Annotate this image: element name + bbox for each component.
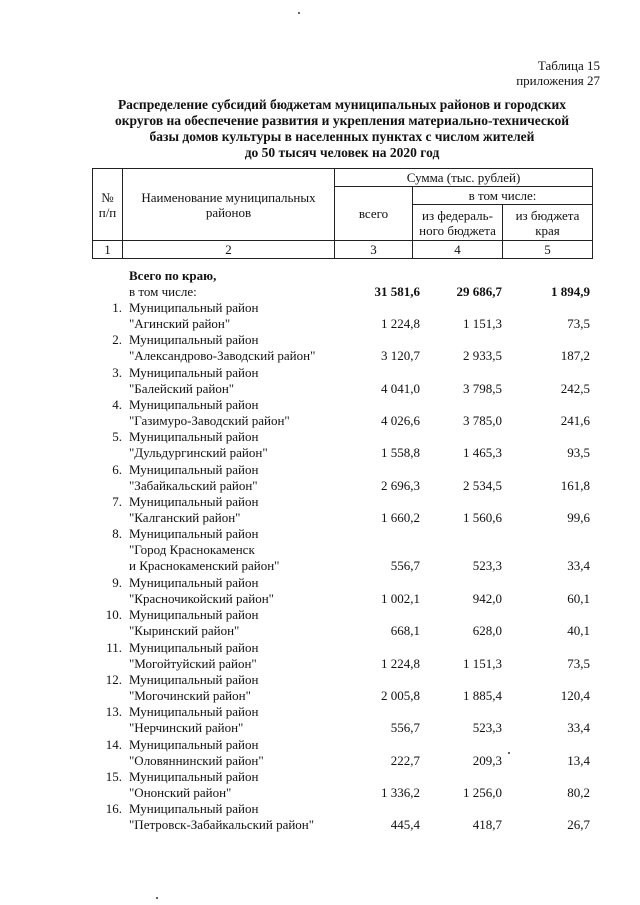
district-name-line: "Агинский район" (129, 316, 231, 331)
district-name-line: и Краснокаменский район" (129, 558, 280, 574)
total-value: 222,7 (390, 752, 420, 768)
district-name-line: Муниципальный район (129, 704, 259, 720)
regional-value: 13,4 (567, 752, 590, 768)
federal-value: 3 798,5 (463, 380, 502, 396)
district-name-line: "Оловяннинский район" (129, 752, 264, 768)
total-value: 1 660,2 (381, 510, 420, 526)
district-name-line: "Петровск-Забайкальский район" (129, 817, 315, 833)
district-name-line: "Нерчинский район" (129, 720, 244, 736)
row-number: 11. (106, 639, 122, 655)
table-row (92, 332, 592, 364)
federal-value: 2 933,5 (463, 348, 502, 364)
table-row (92, 494, 592, 526)
total-value: 1 224,8 (381, 316, 420, 331)
row-number: 8. (112, 526, 122, 542)
table-row (92, 672, 592, 704)
total-value: 1 558,8 (381, 445, 420, 461)
regional-value: 99,6 (567, 510, 590, 526)
district-name-line: "Город Краснокаменск (129, 542, 255, 558)
table-row (92, 607, 592, 639)
header-index: 1 (93, 241, 123, 259)
district-name-line: Муниципальный район (129, 300, 259, 315)
header-including: в том числе: (413, 187, 593, 205)
row-number: 7. (112, 494, 122, 510)
row-number: 4. (112, 397, 122, 413)
district-name (129, 365, 341, 397)
regional-value: 26,7 (567, 817, 590, 833)
title-line: базы домов культуры в населенных пунктах с числом жителей (149, 129, 535, 144)
regional-value: 242,5 (560, 380, 590, 396)
regional-value: 241,6 (560, 413, 590, 429)
total-value: 556,7 (390, 558, 420, 574)
row-number: 3. (112, 364, 122, 380)
district-name-line: "Могочинский район" (129, 687, 251, 703)
total-value: 2 005,8 (381, 687, 420, 703)
district-name (129, 494, 341, 526)
table-row (92, 769, 592, 801)
district-name (129, 397, 341, 429)
district-name-line: "Александрово-Заводский район" (129, 348, 316, 364)
district-name (129, 300, 341, 332)
district-name-line: Муниципальный район (129, 671, 259, 687)
district-name (129, 704, 341, 736)
table-row (92, 640, 592, 672)
total-value: 2 696,3 (381, 477, 420, 493)
district-name-line: "Калганский район" (129, 510, 241, 526)
including-label: в том числе: (129, 284, 197, 299)
total-label: Всего по краю, (129, 268, 217, 283)
district-name-line: "Могойтуйский район" (129, 655, 257, 671)
district-name-line: Муниципальный район (129, 494, 259, 510)
regional-value: 33,4 (567, 558, 590, 574)
total-value: 1 002,1 (381, 590, 420, 606)
total-value: 3 120,7 (381, 348, 420, 364)
regional-value: 73,5 (567, 316, 590, 331)
table-body (92, 268, 592, 833)
district-name-line: Муниципальный район (129, 607, 259, 623)
federal-value: 628,0 (472, 623, 502, 639)
table-row (92, 365, 592, 397)
header-name: Наименование муниципальных районов (123, 169, 335, 241)
table-header (92, 168, 593, 259)
table-row (92, 801, 592, 833)
header-index: 3 (335, 241, 413, 259)
row-number: 12. (105, 671, 122, 687)
row-number: 9. (112, 574, 122, 590)
district-name-line: Муниципальный район (129, 574, 259, 590)
federal-value: 523,3 (472, 720, 502, 736)
title-line: округов на обеспечение развития и укрепления материально-технической (115, 113, 569, 128)
district-name (129, 462, 341, 494)
federal-value: 209,3 (472, 752, 502, 768)
district-name-line: "Балейский район" (129, 380, 235, 396)
federal-value: 1 465,3 (463, 445, 502, 461)
district-name-line: Муниципальный район (129, 429, 259, 445)
district-name-line: Муниципальный район (129, 526, 259, 542)
table-row (92, 300, 592, 332)
row-number: 15. (105, 768, 122, 784)
district-name-line: Муниципальный район (129, 397, 259, 413)
total-federal-value: 29 686,7 (456, 284, 502, 299)
federal-value: 2 534,5 (463, 477, 502, 493)
district-name (129, 737, 341, 769)
total-value: 556,7 (390, 720, 420, 736)
regional-value: 33,4 (567, 720, 590, 736)
regional-value: 161,8 (560, 477, 590, 493)
federal-value: 1 151,3 (463, 655, 502, 671)
district-name-line: Муниципальный район (129, 364, 259, 380)
district-name (129, 769, 341, 801)
regional-value: 93,5 (567, 445, 590, 461)
row-number: 5. (112, 429, 122, 445)
federal-value: 1 151,3 (463, 316, 502, 331)
regional-value: 60,1 (567, 590, 590, 606)
row-number: 14. (105, 736, 122, 752)
caption-table-number: Таблица 15 (537, 58, 600, 73)
district-name-line: Муниципальный район (129, 736, 259, 752)
header-sum: Сумма (тыс. рублей) (335, 169, 593, 187)
total-regional-value: 1 894,9 (551, 284, 590, 299)
row-number: 10. (105, 607, 122, 623)
total-value: 4 026,6 (381, 413, 420, 429)
regional-value: 73,5 (567, 655, 590, 671)
including-row (92, 284, 592, 300)
total-value: 4 041,0 (381, 380, 420, 396)
federal-value: 1 560,6 (463, 510, 502, 526)
district-name-line: Муниципальный район (129, 461, 259, 477)
district-name (129, 640, 341, 672)
regional-value: 187,2 (560, 348, 590, 364)
district-name-line: "Красночикойский район" (129, 590, 274, 606)
district-name-line: "Кыринский район" (129, 623, 240, 639)
header-index: 4 (413, 241, 503, 259)
district-name-line: "Газимуро-Заводский район" (129, 413, 290, 429)
scan-speck (156, 897, 158, 899)
scan-speck (508, 752, 510, 754)
table-row (92, 575, 592, 607)
header-total: всего (335, 187, 413, 241)
federal-value: 418,7 (472, 817, 502, 833)
total-value: 1 224,8 (381, 655, 420, 671)
header-regional: из бюджета края (503, 205, 593, 241)
federal-value: 1 256,0 (463, 784, 502, 800)
total-value: 31 581,6 (374, 284, 420, 299)
district-name-line: Муниципальный район (129, 639, 259, 655)
table-row (92, 526, 592, 574)
federal-value: 3 785,0 (463, 413, 502, 429)
federal-value: 942,0 (472, 590, 502, 606)
header-index: 5 (503, 241, 593, 259)
total-value: 668,1 (390, 623, 420, 639)
regional-value: 40,1 (567, 623, 590, 639)
table-row (92, 462, 592, 494)
table-row (92, 737, 592, 769)
district-name-line: "Ононский район" (129, 784, 232, 800)
scan-speck (298, 12, 300, 14)
header-index: 2 (123, 241, 335, 259)
district-name (129, 575, 341, 607)
district-name (129, 801, 341, 833)
regional-value: 120,4 (560, 687, 590, 703)
total-value: 1 336,2 (381, 784, 420, 800)
row-number: 16. (105, 801, 122, 817)
title-line: Распределение субсидий бюджетам муниципальных районов и городских (117, 97, 567, 112)
district-name-line: "Дульдургинский район" (129, 445, 268, 461)
document-title (90, 97, 594, 161)
caption-appendix: приложения 27 (516, 73, 600, 88)
row-number: 2. (112, 332, 122, 348)
table-caption (516, 58, 600, 88)
row-number: 6. (112, 461, 122, 477)
table-row (92, 704, 592, 736)
district-name (129, 672, 341, 704)
row-number: 1. (112, 300, 122, 315)
district-name (129, 607, 341, 639)
district-name-line: "Забайкальский район" (129, 477, 258, 493)
district-name (129, 429, 341, 461)
table-row (92, 397, 592, 429)
table-row (92, 429, 592, 461)
federal-value: 523,3 (472, 558, 502, 574)
federal-value: 1 885,4 (463, 687, 502, 703)
header-federal: из федераль-ного бюджета (413, 205, 503, 241)
district-name-line: Муниципальный район (129, 801, 259, 817)
total-value: 445,4 (390, 817, 420, 833)
district-name-line: Муниципальный район (129, 332, 259, 348)
district-name (129, 526, 341, 574)
header-num: № п/п (93, 169, 123, 241)
regional-value: 80,2 (567, 784, 590, 800)
row-number: 13. (105, 704, 122, 720)
title-line: до 50 тысяч человек на 2020 год (244, 145, 440, 160)
district-name-line: Муниципальный район (129, 768, 259, 784)
district-name (129, 332, 341, 364)
